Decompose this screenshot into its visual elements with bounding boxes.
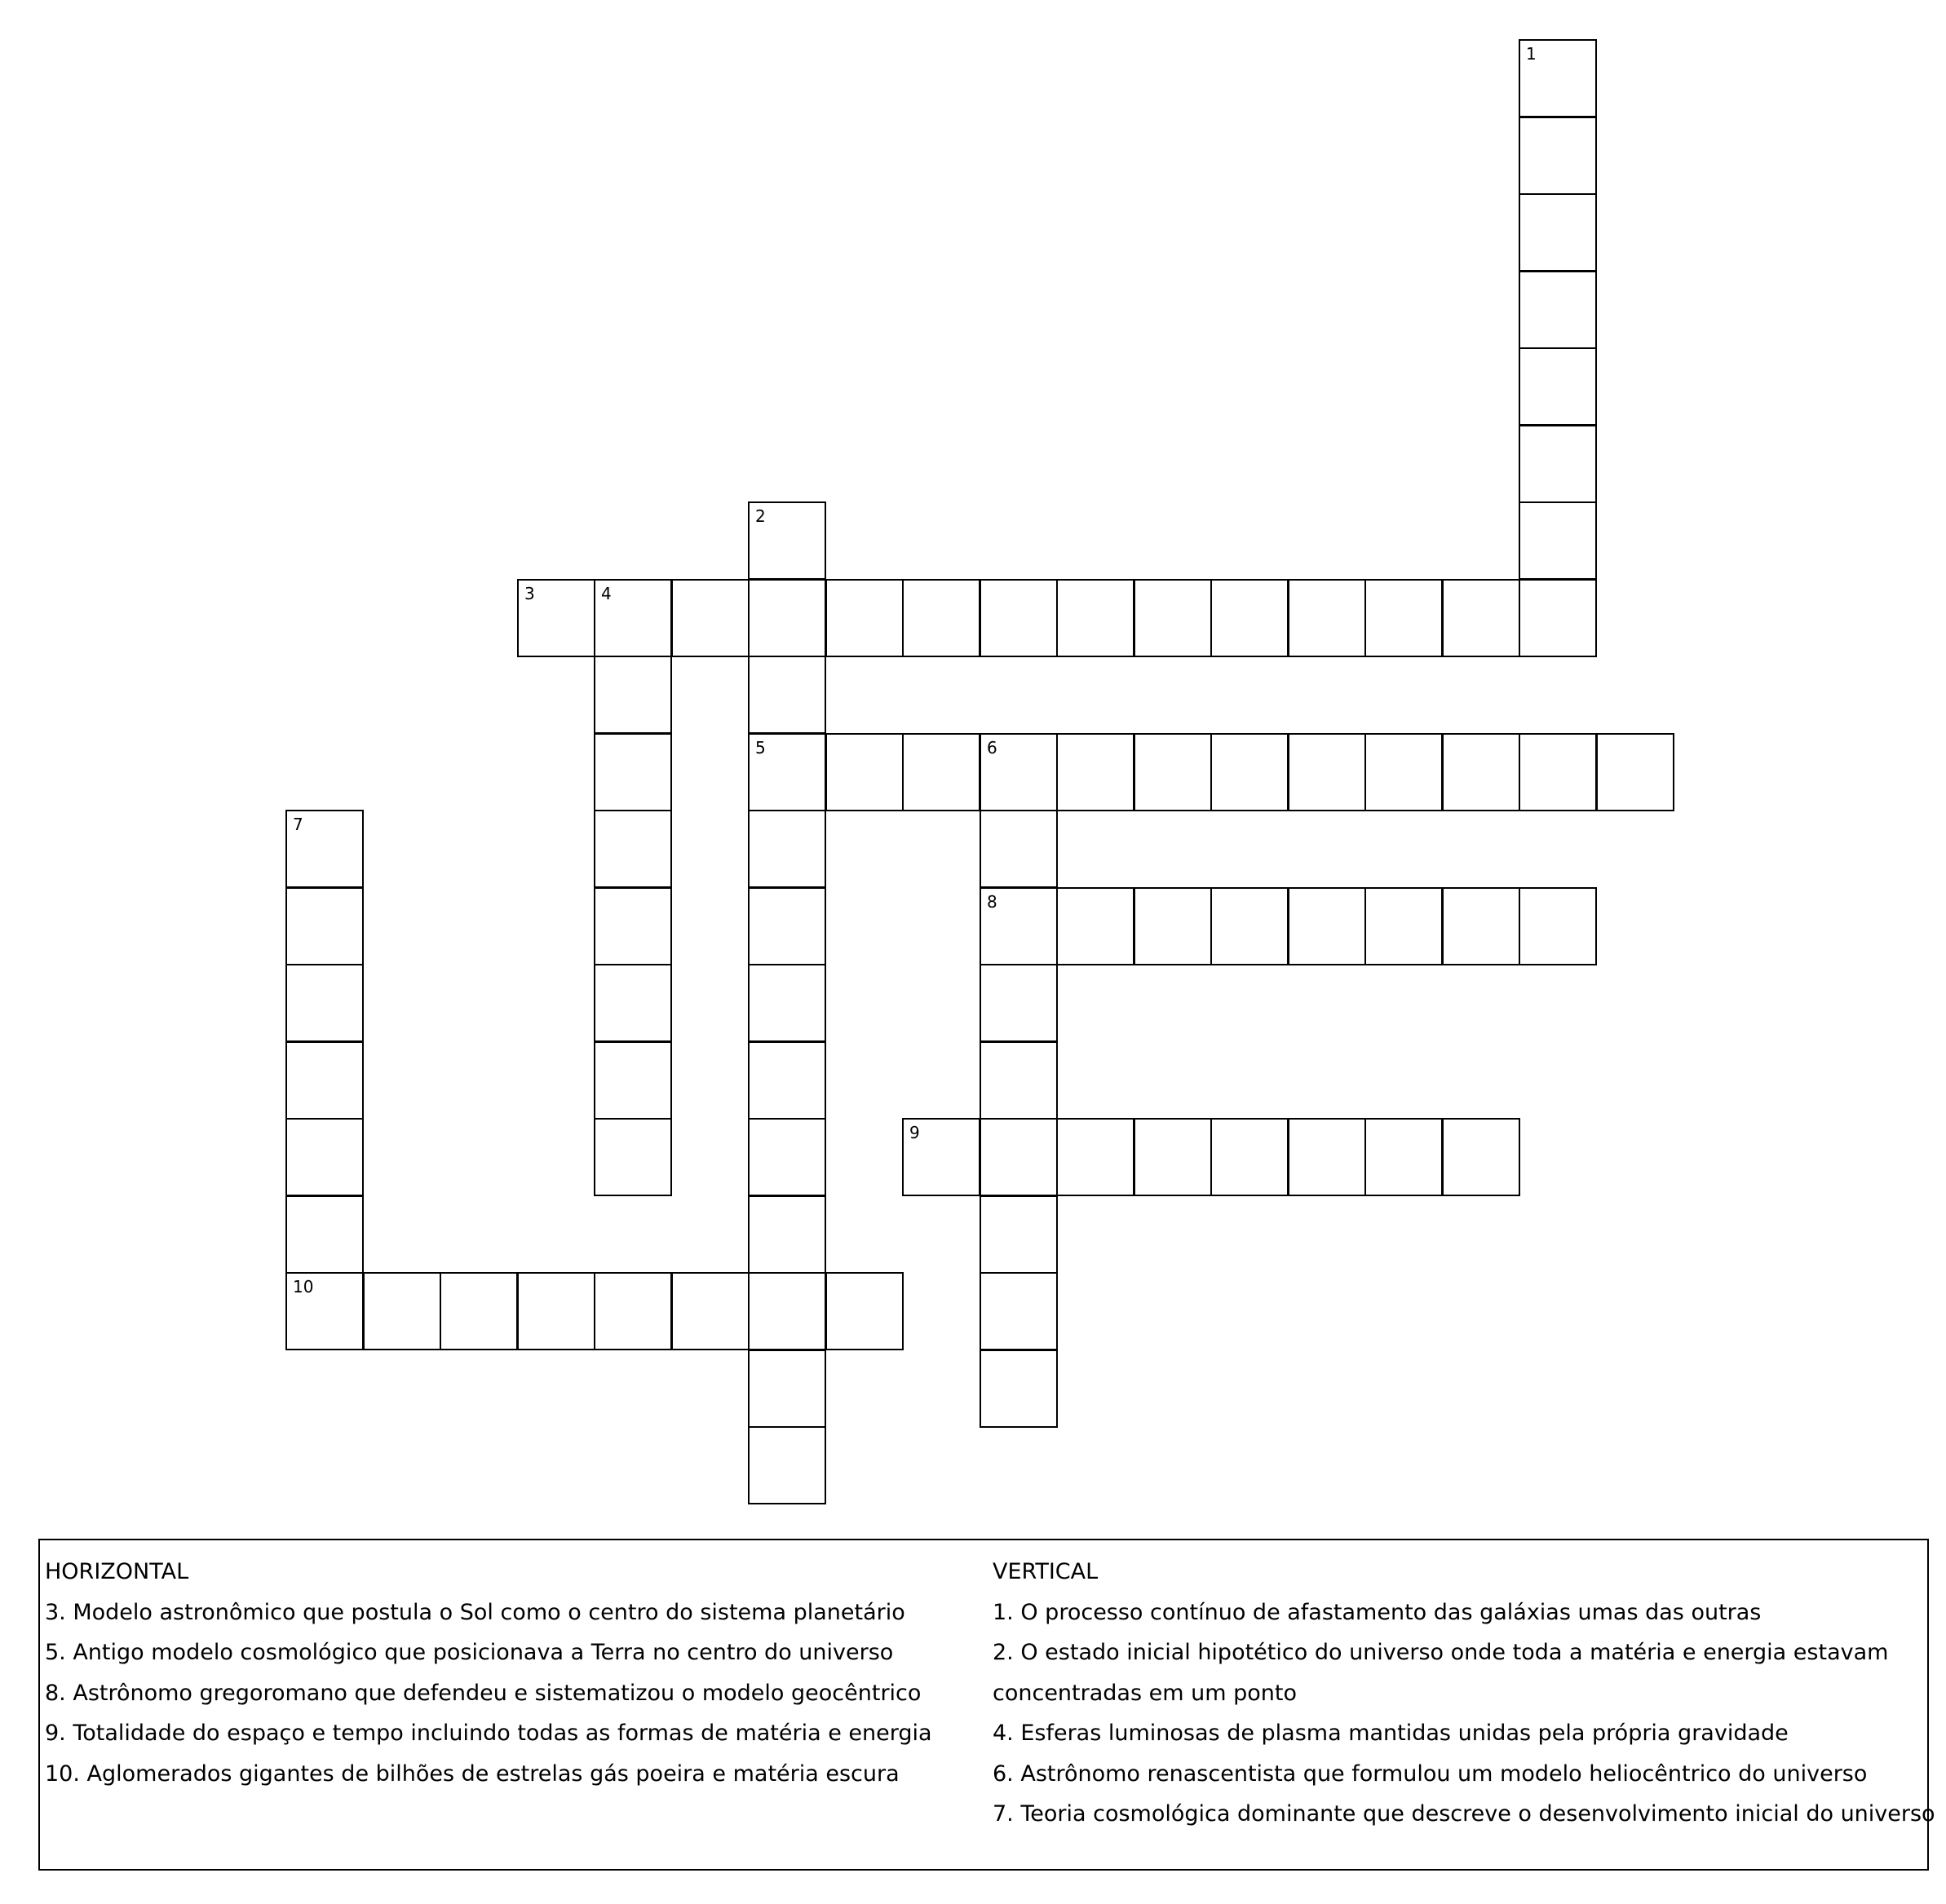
grid-cell[interactable]	[1596, 733, 1674, 811]
grid-cell[interactable]	[1364, 733, 1443, 811]
grid-cell[interactable]	[1056, 1118, 1134, 1196]
grid-cell[interactable]	[1288, 887, 1366, 965]
grid-cell[interactable]	[1519, 501, 1597, 580]
grid-cell[interactable]	[748, 810, 826, 888]
grid-cell[interactable]	[748, 1041, 826, 1120]
grid-cell[interactable]	[594, 1118, 672, 1196]
grid-cell[interactable]	[517, 579, 595, 657]
grid-cell[interactable]	[285, 1272, 364, 1350]
grid-cell[interactable]	[594, 1272, 672, 1350]
grid-cell[interactable]	[1442, 887, 1520, 965]
grid-cell[interactable]	[1288, 1118, 1366, 1196]
grid-cell[interactable]	[594, 810, 672, 888]
grid-cell[interactable]	[980, 1195, 1058, 1274]
grid-cell[interactable]	[1134, 1118, 1212, 1196]
clue-across-5: 5. Antigo modelo cosmológico que posicionava a Terra no centro do universo	[45, 1640, 894, 1665]
clue-number: 6	[987, 738, 997, 758]
grid-cell[interactable]	[748, 1272, 826, 1350]
grid-cell[interactable]	[748, 964, 826, 1042]
grid-cell[interactable]	[1519, 425, 1597, 503]
grid-cell[interactable]	[902, 579, 980, 657]
grid-cell[interactable]	[1519, 347, 1597, 426]
grid-cell[interactable]	[748, 1426, 826, 1504]
grid-cell[interactable]	[748, 501, 826, 580]
clue-number: 8	[987, 892, 997, 912]
grid-cell[interactable]	[1519, 733, 1597, 811]
grid-cell[interactable]	[980, 887, 1058, 965]
grid-cell[interactable]	[1056, 579, 1134, 657]
clue-down-4: 4. Esferas luminosas de plasma mantidas unidas pela própria gravidade	[993, 1721, 1789, 1746]
clue-across-3: 3. Modelo astronômico que postula o Sol como o centro do sistema planetário	[45, 1599, 905, 1625]
grid-cell[interactable]	[671, 1272, 750, 1350]
clue-number: 5	[755, 738, 766, 758]
grid-cell[interactable]	[1442, 1118, 1520, 1196]
grid-cell[interactable]	[1519, 271, 1597, 349]
grid-cell[interactable]	[980, 1272, 1058, 1350]
grid-cell[interactable]	[825, 579, 904, 657]
clue-across-8: 8. Astrônomo gregoromano que defendeu e sistematizou o modelo geocêntrico	[45, 1680, 922, 1706]
grid-cell[interactable]	[1288, 733, 1366, 811]
clue-number: 9	[909, 1123, 920, 1142]
grid-cell[interactable]	[285, 887, 364, 965]
clue-number: 4	[601, 584, 612, 603]
grid-cell[interactable]	[671, 579, 750, 657]
grid-cell[interactable]	[440, 1272, 518, 1350]
grid-cell[interactable]	[1519, 39, 1597, 117]
grid-cell[interactable]	[980, 810, 1058, 888]
grid-cell[interactable]	[594, 733, 672, 811]
clue-number: 1	[1526, 44, 1537, 64]
clue-down-2: 2. O estado inicial hipotético do universo onde toda a matéria e energia estavam concentradas em um ponto	[993, 1640, 1889, 1706]
grid-cell[interactable]	[980, 1350, 1058, 1428]
horizontal-heading: HORIZONTAL	[45, 1559, 189, 1584]
grid-cell[interactable]	[1134, 579, 1212, 657]
grid-cell[interactable]	[1134, 733, 1212, 811]
grid-cell[interactable]	[825, 1272, 904, 1350]
grid-cell[interactable]	[902, 733, 980, 811]
clue-number: 3	[524, 584, 535, 603]
grid-cell[interactable]	[980, 733, 1058, 811]
clue-number: 2	[755, 506, 766, 526]
grid-cell[interactable]	[594, 964, 672, 1042]
clue-down-6: 6. Astrônomo renascentista que formulou um modelo heliocêntrico do universo	[993, 1760, 1868, 1787]
grid-cell[interactable]	[594, 887, 672, 965]
clue-across-9: 9. Totalidade do espaço e tempo incluindo todas as formas de matéria e energia	[45, 1721, 932, 1746]
grid-cell[interactable]	[1442, 579, 1520, 657]
grid-cell[interactable]	[748, 1350, 826, 1428]
clue-across-10: 10. Aglomerados gigantes de bilhões de estrelas gás poeira e matéria escura	[45, 1760, 900, 1787]
grid-cell[interactable]	[1210, 887, 1289, 965]
grid-cell[interactable]	[980, 579, 1058, 657]
grid-cell[interactable]	[1134, 887, 1212, 965]
grid-cell[interactable]	[748, 887, 826, 965]
clue-down-7: 7. Teoria cosmológica dominante que descreve o desenvolvimento inicial do universo	[993, 1801, 1935, 1827]
grid-cell[interactable]	[1210, 1118, 1289, 1196]
grid-cell[interactable]	[1210, 733, 1289, 811]
grid-cell[interactable]	[1288, 579, 1366, 657]
grid-cell[interactable]	[1210, 579, 1289, 657]
grid-cell[interactable]	[285, 1041, 364, 1120]
grid-cell[interactable]	[1364, 1118, 1443, 1196]
grid-cell[interactable]	[285, 810, 364, 888]
grid-cell[interactable]	[594, 1041, 672, 1120]
horizontal-clues	[45, 1552, 983, 1794]
grid-cell[interactable]	[517, 1272, 595, 1350]
grid-cell[interactable]	[285, 964, 364, 1042]
grid-cell[interactable]	[1519, 193, 1597, 272]
grid-cell[interactable]	[1519, 887, 1597, 965]
grid-cell[interactable]	[748, 656, 826, 734]
grid-cell[interactable]	[1364, 579, 1443, 657]
vertical-heading: VERTICAL	[993, 1559, 1099, 1584]
grid-cell[interactable]	[980, 964, 1058, 1042]
grid-cell[interactable]	[1364, 887, 1443, 965]
grid-cell[interactable]	[1519, 579, 1597, 657]
grid-cell[interactable]	[748, 733, 826, 811]
grid-cell[interactable]	[285, 1195, 364, 1274]
grid-cell[interactable]	[363, 1272, 441, 1350]
vertical-clues	[993, 1552, 1935, 1835]
grid-cell[interactable]	[1519, 117, 1597, 195]
clue-number: 10	[293, 1277, 314, 1297]
grid-cell[interactable]	[1056, 733, 1134, 811]
grid-cell[interactable]	[748, 579, 826, 657]
clues-box	[38, 1539, 1935, 1871]
grid-cell[interactable]	[285, 1118, 364, 1196]
grid-cell[interactable]	[594, 656, 672, 734]
clue-number: 7	[293, 815, 303, 834]
grid-cell[interactable]	[980, 1041, 1058, 1120]
clue-down-1: 1. O processo contínuo de afastamento das galáxias umas das outras	[993, 1599, 1762, 1625]
grid-cell[interactable]	[980, 1118, 1058, 1196]
grid-cell[interactable]	[1056, 887, 1134, 965]
grid-cell[interactable]	[594, 579, 672, 657]
grid-cell[interactable]	[748, 1195, 826, 1274]
grid-cell[interactable]	[902, 1118, 980, 1196]
grid-cell[interactable]	[1442, 733, 1520, 811]
grid-cell[interactable]	[748, 1118, 826, 1196]
grid-cell[interactable]	[825, 733, 904, 811]
